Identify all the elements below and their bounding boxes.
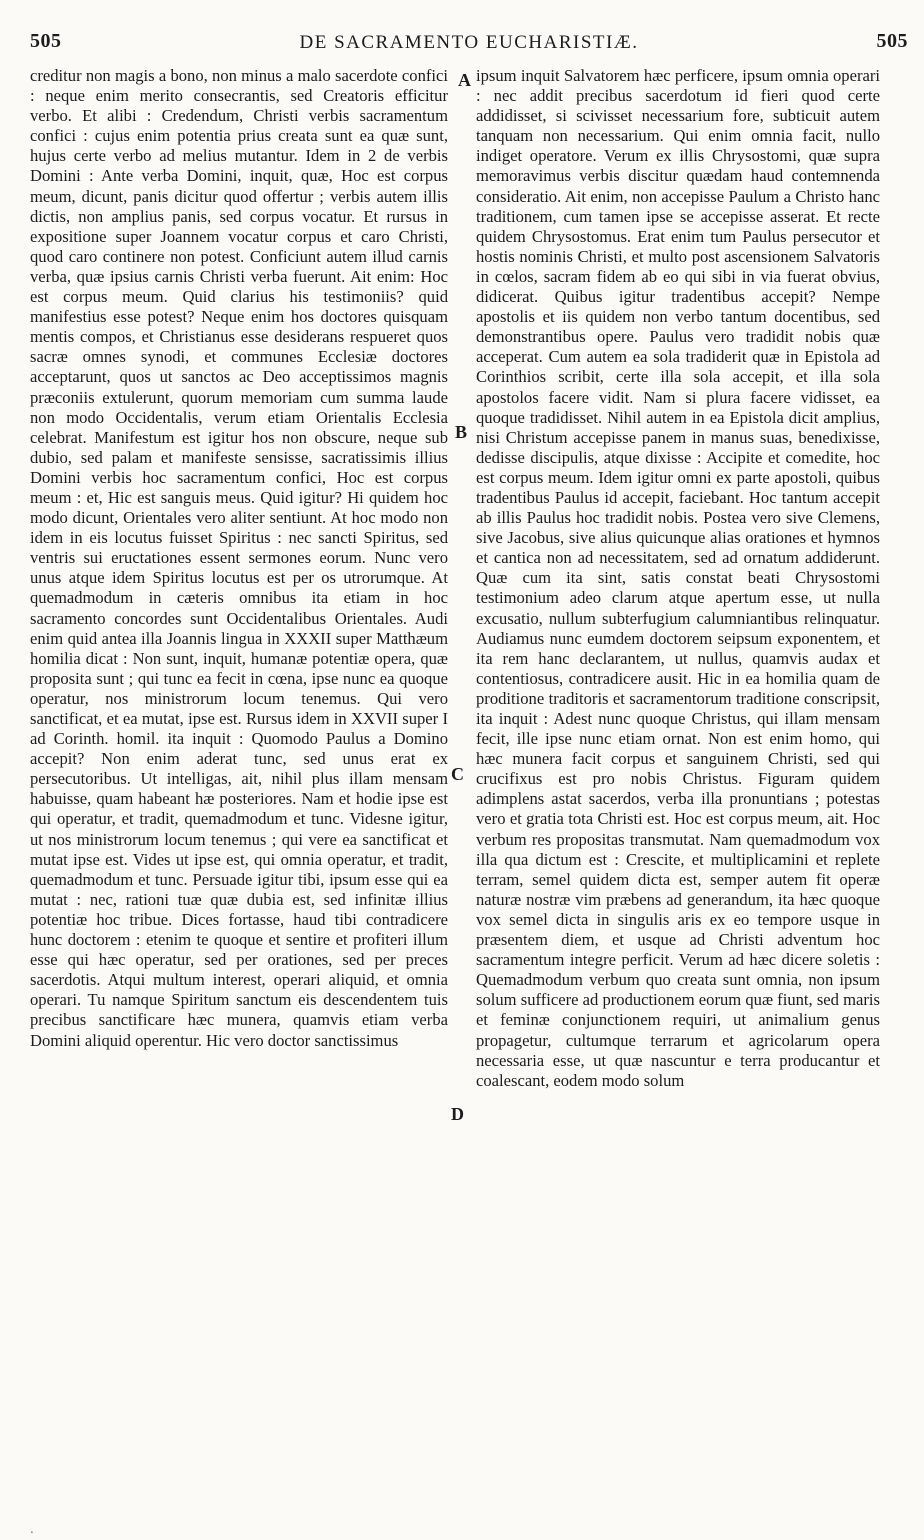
right-column-text: ipsum inquit Salvatorem hæc perficere, ipsum omnia operari : nec addit precibus sacerdotum id fieri quod certe addidisset, si scivisset necessarium fore, subticuit autem tanquam non necessarium. Qui enim omnia facit, nullo indiget operatore. Verum ex illis Chrysostomi, quæ supra memoravimus verbis discitur quædam haud contemnenda consideratio. Ait enim, non accepisse Paulum a Christo hanc traditionem, cum tamen ipse se accepisse asserat. Et recte quidem Chrysostomus. Erat enim tum Paulus persecutor et hostis nominis Christi, et multo post ascensionem Salvatoris in cœlos, sacram fidem ab eo qui sibi in via fuerat obvius, didicerat. Quibus igitur tradentibus accepit? Nempe apostolis et iis quidem non verbo tantum docentibus, sed demonstrantibus opere. Paulus vero tradidit nobis quæ acceperat. Cum autem ea sola tradiderit quæ in Epistola ad Corinthios scribit, certe illa sola accepit, et illa sola apostolos facere vidit. Nam si plura facere vidisset, ea quoque tradidisset. Nihil autem in ea Epistola dicit amplius, nisi Christum accepisse panem in manus suas, benedixisse, dedisse discipulis, atque dixisse : Accipite et comedite, hoc est corpus meum. Idem igitur omni ex parte apostoli, quibus tradentibus Paulus id accepit, faciebant. Hoc tantum accepit ab illis Paulus hoc tradidit nobis. Postea vero sive Clemens, sive Jacobus, sive alius quicunque alias orationes et hymnos et cantica non ad necessitatem, sed ad ornatum addiderunt. Quæ cum ita sint, satis constat beati Chrysostomi testimonium adeo clarum atque apertum esse, ut nulla excusatio, nullum subterfugium calumniantibus relinquatur. Audiamus nunc eumdem doctorem seipsum exponentem, et ita rem hanc declarantem, ut nullus, quamvis audax et contentiosus, contradicere ausit. Hic in ea homilia quam de proditione traditoris et sacramentorum traditione conscripsit, ita inquit : Adest nunc quoque Christus, qui illam mensam fecit, ille ipse nunc etiam ornat. Non est enim homo, qui hæc munera facit corpus et sanguinem Christi, sed qui crucifixus est pro nobis Christus. Figuram quidem adimplens astat sacerdos, verba illa pronuntians ; potestas vero et gratia tota Christi est. Hoc est corpus meum, ait. Hoc verbum res propositas transmutat. Nam quemadmodum vox illa qua dictum est : Crescite, et multiplicamini et replete terram, semel quidem dicta est, semper autem fit operæ naturæ nostræ vim præbens ad generandum, ita hæc quoque vox semel dicta in singulis aris ex eo tempore usque in præsentem diem, et usque ad Christi adventum hoc sacramentum integre perficit. Verum ad hæc dicere soletis : Quemadmodum verbum quo creata sunt omnia, non ipsum solum sufficere ad productionem eorum quæ fiunt, sed maris et feminæ conjunctionem requiri, ut animalium genus propagetur, cultumque terrarum et agricolarum opera necessaria esse, ut quæ nascuntur e terra producantur et coalescant, eodem modo solum [476,66,880,1090]
margin-letter-a: A [458,70,471,90]
margin-letter-d: D [451,1104,464,1124]
margin-letter-c: C [451,764,464,784]
page-number-right: 505 [876,30,908,52]
footer-mark: . [30,1522,34,1536]
left-column-text: creditur non magis a bono, non minus a malo sacerdote confici : neque enim merito consecrantis, sed Creatoris efficitur verbo. Et alibi : Credendum, Christi verbis sacramentum confici : cujus enim potentia prius creata sunt ea quæ sunt, hujus certe verbo ad melius mutantur. Idem in 2 de verbis Domini : Ante verba Domini, inquit, quæ, Hoc est corpus meum, dicunt, panis dicitur quod offertur ; verbis autem illis dictis, non amplius panis, sed corpus vocatur. Et rursus in expositione super Joannem vocatur corpus et caro Christi, quod caro continere non potest. Conficiunt autem illud carnis verba, quæ ipsius carnis Christi verba fuerunt. Ait enim: Hoc est corpus meum. Quid clarius his testimoniis? quid manifestius esse potest? Neque enim hos doctores quisquam mentis compos, et Christianus esse desiderans respueret quos sacræ omnes synodi, et communes Ecclesiæ doctores acceptarunt, quos ut sanctos ac Deo acceptissimos magnis præconiis extulerunt, quorum memoriam cum summa laude non modo Occidentalis, verum etiam Orientalis Ecclesia celebrat. Manifestum est igitur hos non obscure, neque sub dubio, sed palam et manifeste sensisse, sacratissimis illius Domini verbis hoc sacramentum confici, Hoc est corpus meum : et, Hic est sanguis meus. Quid igitur? Hi quidem hoc modo dicunt, Orientales vero aliter sentiunt. At hoc modo non idem in eis locutus fuisset Spiritus : nec sancti Spiritus, sed ventris sui eructationes essent sermones eorum. Nunc vero unus atque idem Spiritus locutus est per os utrorumque. At quemadmodum in cæteris omnibus ita etiam in hoc sacramento concordes sunt Occidentalibus Orientales. Audi enim quid antea illa Joannis lingua in XXXII super Matthæum homilia dicat : Non sunt, inquit, humanæ potentiæ opera, quæ proposita sunt ; qui tunc ea fecit in cœna, ipse nunc ea quoque operatur, nos ministrorum locum tenemus. Qui vero sanctificat, et ea mutat, ipse est. Rursus idem in XXVII super I ad Corinth. homil. ita inquit : Quomodo Paulus a Domino accepit? Non enim aderat tunc, sed unus erat ex persecutoribus. Ut intelligas, ait, nihil plus illam mensam habuisse, quam habeant hæ posteriores. Nam et hodie ipse est qui operatur, et tradit, quemadmodum et tunc. Videsne igitur, ut nos ministrorum locum tenemus ; qui vere ea sanctificat et mutat ipse est. Vides ut ipse est, qui omnia operatur, et tradit, quemadmodum et tunc. Persuade igitur tibi, ipsum esse qui ea mutat : nec, rationi tuæ quæ dubia est, sed infinitæ illius potentiæ hoc tribue. Dices fortasse, haud tibi contradicere hunc doctorem : etenim te quoque et sentire et profiteri illum esse qui hæc operatur, sed per orationes, sed per preces sacerdotis. Atqui multum interest, operari aliquid, et omnia operari. Tu namque Spiritum sanctum eis descendentem tuis precibus sanctificare hæc munera, quamvis etiam verba Domini aliquid operentur. Hic vero doctor sanctissimus [30,66,448,1050]
margin-letter-b: B [455,422,468,442]
left-column [30,66,448,1051]
right-column [476,66,880,1091]
running-header [30,30,908,64]
page-number-left: 505 [30,30,62,52]
running-title: DE SACRAMENTO EUCHARISTIÆ. [299,32,639,53]
